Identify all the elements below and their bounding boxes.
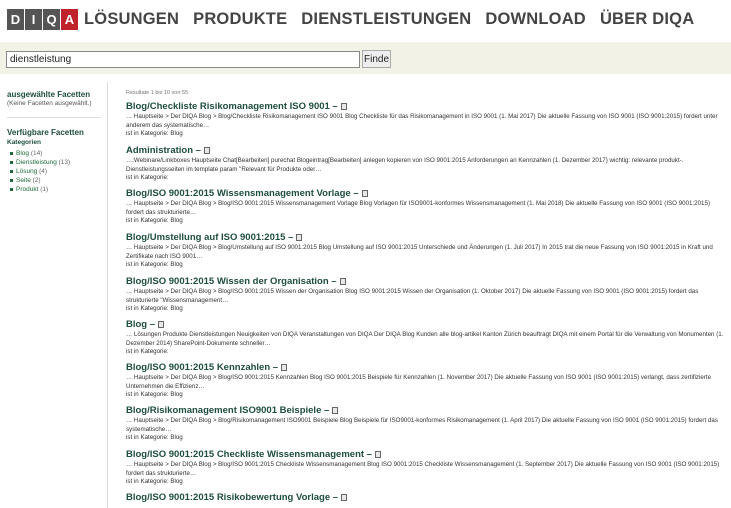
- selected-facets-title: ausgewählte Facetten: [7, 90, 91, 99]
- result-snippet: … Hauptseite > Der DIQA Blog > Blog/ISO 9001:2015 Kennzahlen Blog ISO 9001:2015 Beispiele für Kennzahlen (1. November 2017) Die aktuelle Fassung von ISO 9001 (ISO 9001:2015) verlangt, dass zertifizierte Unternehmen die Effizienz…: [126, 374, 712, 390]
- facet-count: (2): [32, 177, 41, 184]
- search-bar: [0, 42, 731, 74]
- logo-letter-d: D: [7, 9, 24, 30]
- result-snippet: … Hauptseite > Der DIQA Blog > Blog/Umstellung auf ISO 9001:2015 Blog Umstellung auf ISO 9001:2015 Unterschiede und Änderungen (1. Juli 2017) In 2015 trat die neue Fassung von ISO 9001:2015 in Kraft und Zertifikate nach ISO 9001…: [126, 244, 713, 260]
- result-item: [126, 101, 726, 139]
- result-snippet: … Hauptseite > Der DIQA Blog > Blog/ISO 9001:2015 Wissensmanagement Vorlage Blog Vorlagen für ISO9001-konformes Wissensmanagement (1. Mai 2018) Die aktuelle Fassung von ISO 9001 (ISO 9001:2015) fordert das strukturierte…: [126, 200, 711, 216]
- main-nav: [84, 10, 708, 29]
- result-title-link[interactable]: Blog/Umstellung auf ISO 9001:2015 –: [126, 232, 294, 243]
- facet-label: Blog: [16, 150, 30, 157]
- result-title-link[interactable]: Blog/ISO 9001:2015 Checkliste Wissensmanagement –: [126, 449, 372, 460]
- bullet-icon: [10, 161, 13, 164]
- result-item: [126, 319, 726, 357]
- bullet-icon: [10, 179, 13, 182]
- results-count: Resultate 1 bis 10 von 55: [126, 90, 189, 96]
- result-category: ist in Kategorie: Blog: [126, 261, 183, 268]
- result-item: [126, 449, 726, 487]
- facet-count: (13): [58, 159, 71, 166]
- result-title-link[interactable]: Blog/Checkliste Risikomanagement ISO 9001 –: [126, 101, 338, 112]
- result-category: ist in Kategorie: Blog: [126, 434, 183, 441]
- result-item: [126, 362, 726, 400]
- document-icon[interactable]: [375, 451, 381, 458]
- nav-dienstleistungen[interactable]: DIENSTLEISTUNGEN: [301, 10, 472, 28]
- document-icon[interactable]: [340, 278, 346, 285]
- document-icon[interactable]: [341, 494, 347, 501]
- facet-label: Produkt: [16, 186, 39, 193]
- document-icon[interactable]: [281, 364, 287, 371]
- search-input[interactable]: [6, 51, 360, 68]
- facet-label: Seite: [16, 177, 31, 184]
- bullet-icon: [10, 188, 13, 191]
- site-header: [0, 0, 731, 42]
- document-icon[interactable]: [341, 103, 347, 110]
- facet-list: [10, 149, 70, 194]
- facet-count: (14): [30, 150, 43, 157]
- categories-label: Kategorien: [7, 139, 41, 146]
- document-icon[interactable]: [332, 407, 338, 414]
- result-title-link[interactable]: Blog/ISO 9001:2015 Risikobewertung Vorlage –: [126, 492, 339, 503]
- nav-download[interactable]: DOWNLOAD: [485, 10, 586, 28]
- result-title-link[interactable]: Blog/ISO 9001:2015 Wissen der Organisation –: [126, 276, 337, 287]
- facet-label: Dienstleistung: [16, 159, 57, 166]
- result-title-link[interactable]: Blog –: [126, 319, 156, 330]
- document-icon[interactable]: [158, 321, 164, 328]
- nav-losungen[interactable]: LÖSUNGEN: [84, 10, 180, 28]
- facet-item[interactable]: [10, 149, 70, 158]
- result-category: ist in Kategorie: Blog: [126, 217, 183, 224]
- result-item: [126, 405, 726, 443]
- result-title-link[interactable]: Blog/Risikomanagement ISO9001 Beispiele –: [126, 405, 330, 416]
- nav-produkte[interactable]: PRODUKTE: [193, 10, 288, 28]
- diqa-logo[interactable]: [7, 9, 79, 30]
- result-category: ist in Kategorie:: [126, 174, 169, 181]
- facet-item[interactable]: [10, 176, 70, 185]
- sidebar-divider: [7, 117, 101, 118]
- result-item: [126, 276, 726, 314]
- nav-uber-diqa[interactable]: ÜBER DIQA: [599, 10, 695, 28]
- bullet-icon: [10, 170, 13, 173]
- document-icon[interactable]: [362, 190, 368, 197]
- facet-item[interactable]: [10, 167, 70, 176]
- search-button[interactable]: Finde: [362, 50, 391, 68]
- result-title-link[interactable]: Blog/ISO 9001:2015 Kennzahlen –: [126, 362, 279, 373]
- logo-letter-i: I: [25, 9, 42, 30]
- result-item: [126, 232, 726, 270]
- facet-item[interactable]: [10, 158, 70, 167]
- result-item: [126, 188, 726, 226]
- result-category: ist in Kategorie: Blog: [126, 478, 183, 485]
- document-icon[interactable]: [204, 147, 210, 154]
- logo-letter-q: Q: [43, 9, 60, 30]
- result-item: [126, 145, 726, 183]
- logo-letter-a: A: [61, 9, 78, 30]
- result-title-link[interactable]: Blog/ISO 9001:2015 Wissensmanagement Vorlage –: [126, 188, 359, 199]
- document-icon[interactable]: [296, 234, 302, 241]
- facet-item[interactable]: [10, 185, 70, 194]
- result-title-link[interactable]: Administration –: [126, 145, 201, 156]
- facet-label: Lösung: [16, 168, 38, 175]
- result-snippet: …:Webinare/Linkboxes Hauptseite Chat[Bearbeiten] purechat Blogeintrag[Bearbeiten] anlegen kopieren von ISO 9001:2015 Anforderungen an Kennzahlen (1. Dezember 2017) wichtig: relevante produkt-. Dienstleistungsseiten im template param "Relevant für Produkte oder…: [126, 157, 684, 173]
- result-category: ist in Kategorie: Blog: [126, 391, 183, 398]
- result-snippet: … Hauptseite > Der DIQA Blog > Blog/Risikomanagement ISO9001 Beispiele Blog Beispiele für ISO9001-konformes Risikomanagement (1. April 2017) Die aktuelle Fassung von ISO 9001 (ISO 9001:2015) fordert das systematische…: [126, 417, 718, 433]
- result-snippet: … Hauptseite > Der DIQA Blog > Blog/ISO 9001:2015 Wissen der Organisation Blog ISO 9001:2015 Wissen der Organisation (1. Oktober 2017) Die aktuelle Fassung von ISO 9001 (ISO 9001:2015) fordert das strukturierte "Wissensmanagement…: [126, 288, 699, 304]
- result-category: ist in Kategorie: Blog: [126, 305, 183, 312]
- result-category: ist in Kategorie:: [126, 348, 169, 355]
- bullet-icon: [10, 152, 13, 155]
- selected-facets-note: (Keine Facetten ausgewählt.): [7, 100, 92, 107]
- facet-count: (4): [39, 168, 48, 175]
- result-snippet: … Hauptseite > Der DIQA Blog > Blog/Checkliste Risikomanagement ISO 9001 Blog Checkliste für das Risikomanagement in ISO 9001 (1. Mai 2017) Die aktuelle Fassung von ISO 9001 (ISO 9001:2015) fordert unter anderem das systematische…: [126, 113, 718, 129]
- result-item: [126, 492, 726, 503]
- result-snippet: … Lösungen Produkte Dienstleistungen Neuigkeiten von DIQA Veranstaltungen von DIQA Der DIQA Blog Kunden alle blog-artikel Kanton Zürich beauftragt DIQA mit einem Portal für die Verwaltung von Monumenten (1. Dezember 2014) SharePoint-Dokumente schneller…: [126, 331, 724, 347]
- result-snippet: … Hauptseite > Der DIQA Blog > Blog/ISO 9001:2015 Checkliste Wissensmanagement Blog ISO 9001:2015 Checkliste Wissensmanagement (1. September 2017) Die aktuelle Fassung von ISO 9001 (ISO 9001:2015) fordert das strukturierte…: [126, 461, 720, 477]
- result-category: ist in Kategorie: Blog: [126, 130, 183, 137]
- available-facets-title: Verfügbare Facetten: [7, 128, 84, 137]
- facet-count: (1): [40, 186, 49, 193]
